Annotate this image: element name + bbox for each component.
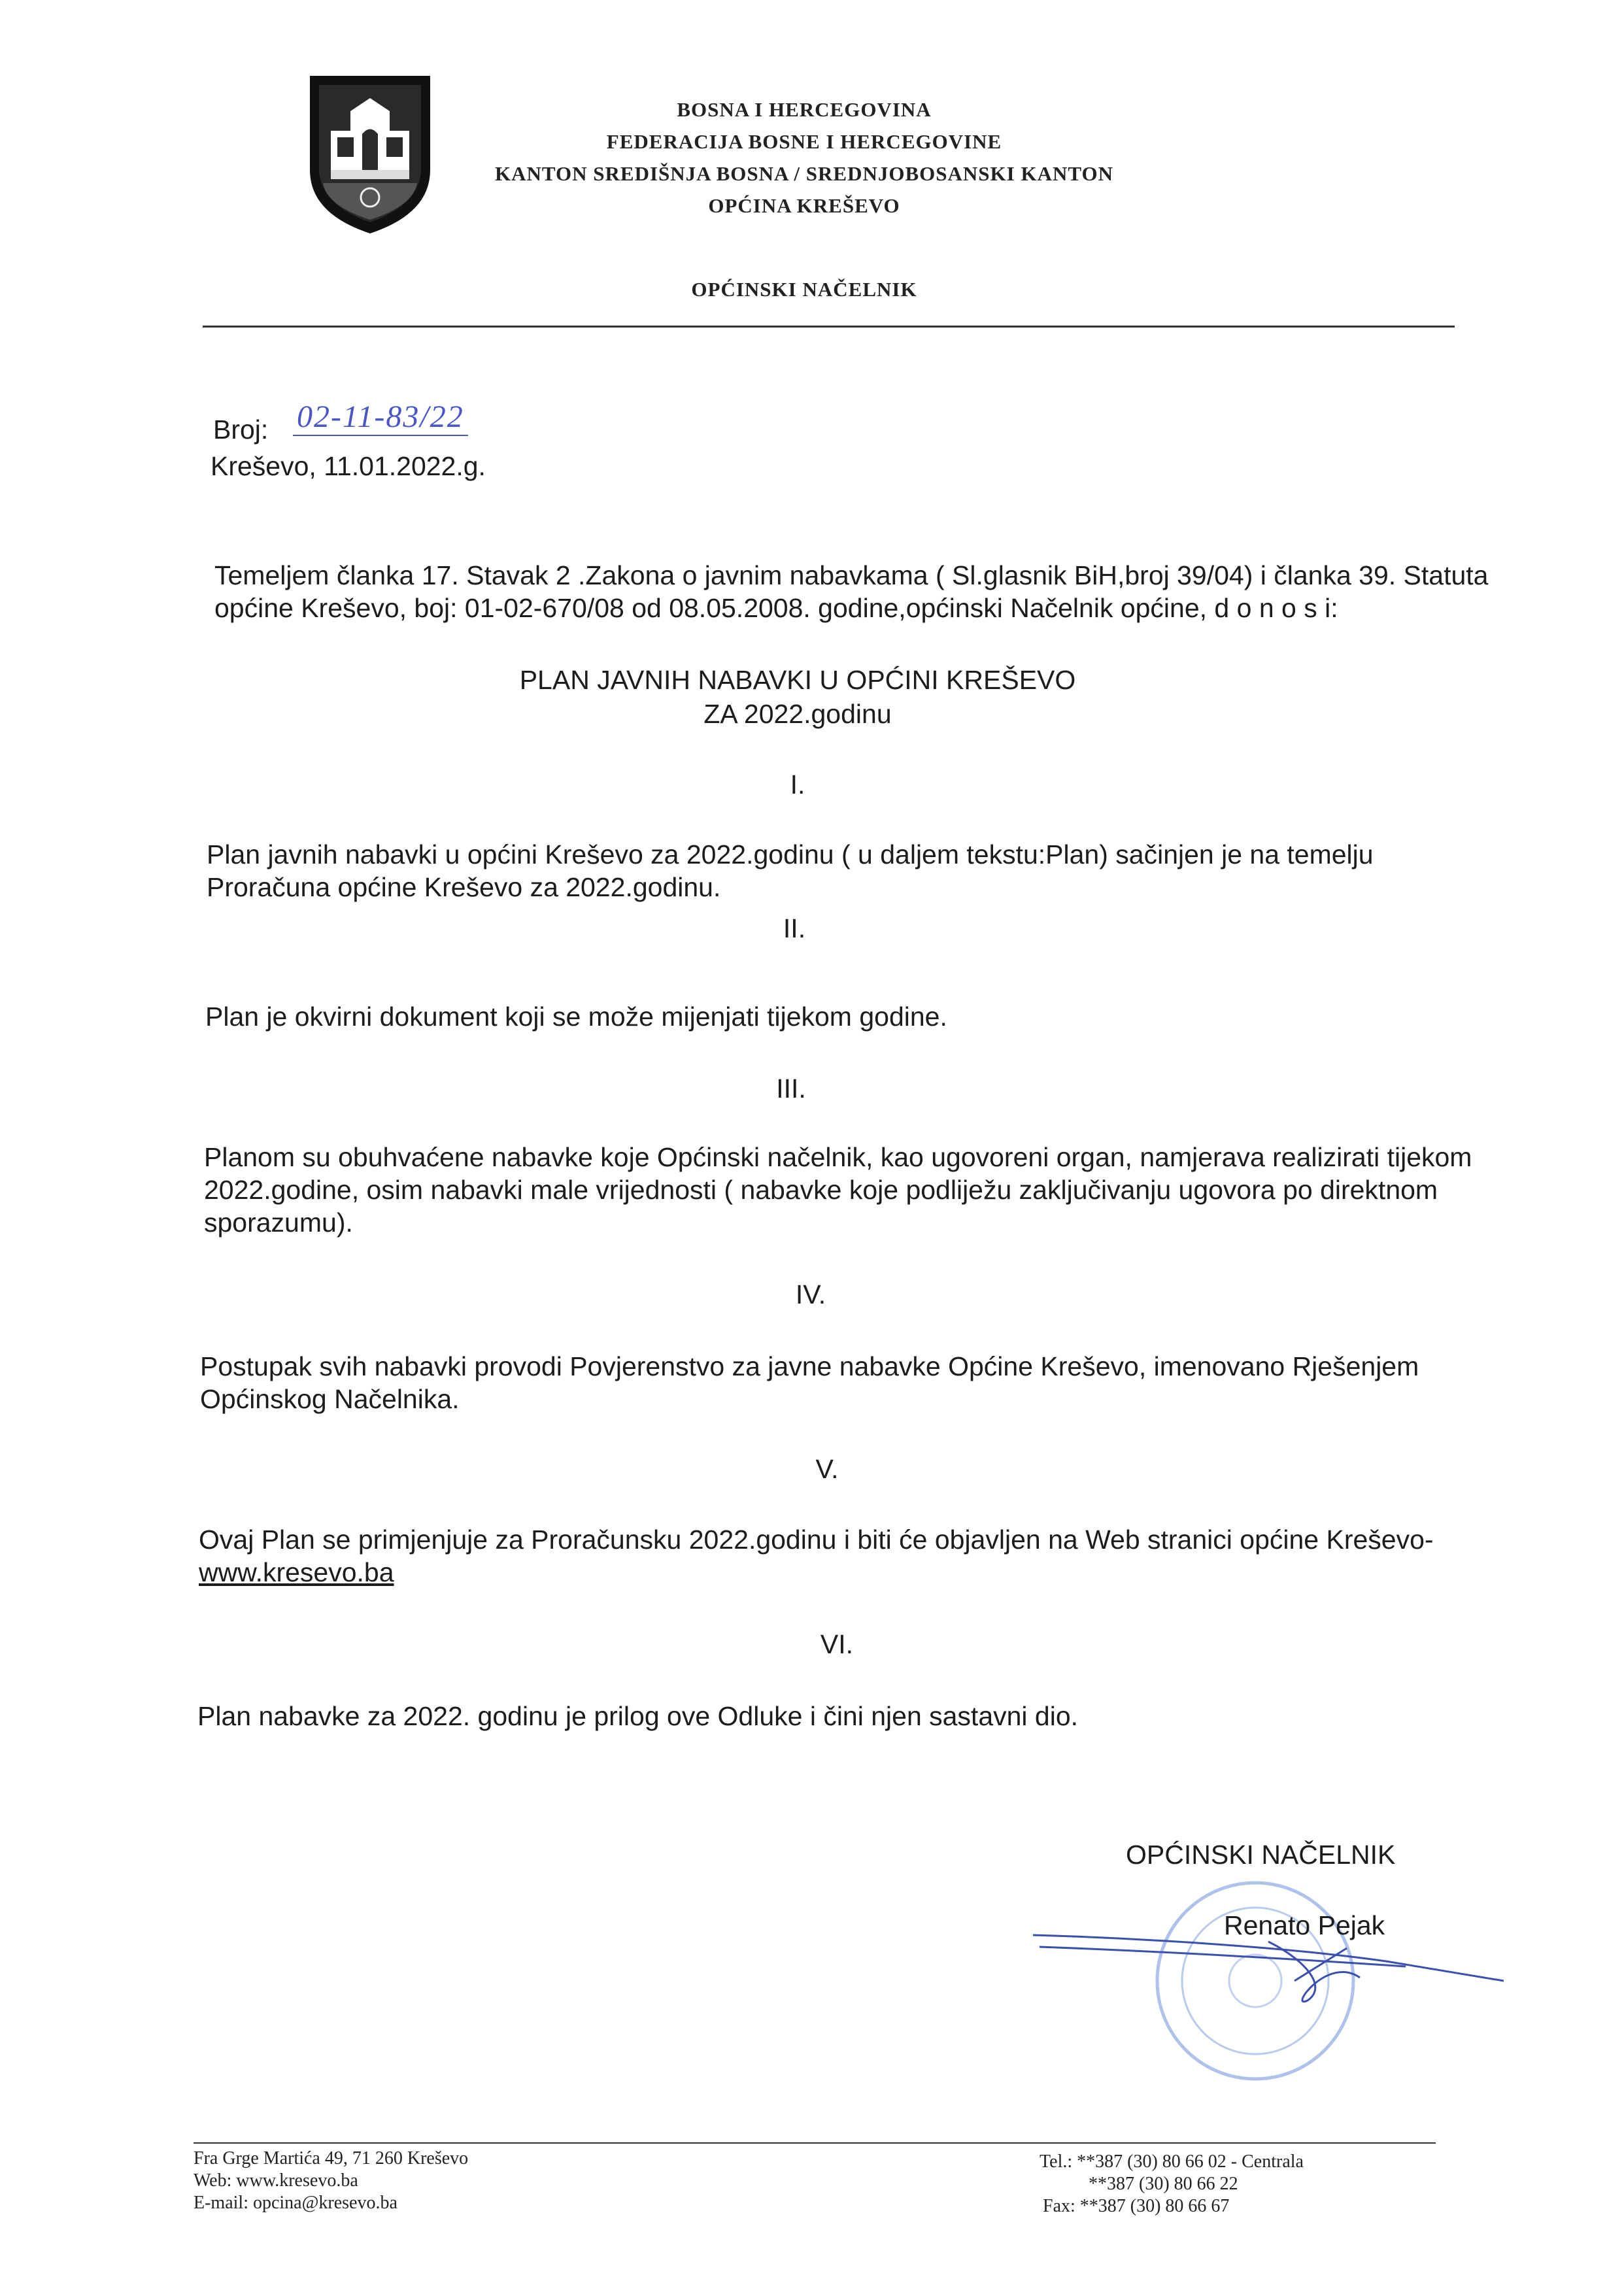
section-3-line-1: Planom su obuhvaćene nabavke koje Općinski načelnik, kao ugovoreni organ, namjerava realizirati tijekom [204,1142,1472,1172]
handwritten-signature [1020,1915,1510,2027]
header-municipality: OPĆINA KREŠEVO [708,194,900,217]
section-numeral-1: I. [790,769,805,800]
header-country: BOSNA I HERCEGOVINA [677,98,932,121]
section-5-line-1: Ovaj Plan se primjenjuje za Proračunsku 2022.godinu i biti će objavljen na Web stranici općine Kreševo- [199,1525,1434,1555]
section-numeral-6: VI. [820,1629,854,1659]
section-numeral-4: IV. [795,1279,826,1309]
section-1-line-1: Plan javnih nabavki u općini Kreševo za 2022.godinu ( u daljem tekstu:Plan) sačinjen je na temelju [207,839,1374,869]
footer-fax: Fax: **387 (30) 80 66 67 [1043,2196,1230,2216]
footer-tel: Tel.: **387 (30) 80 66 02 - Centrala [1040,2151,1304,2172]
footer-address: Fra Grge Martića 49, 71 260 Kreševo [194,2148,469,2168]
header-federation: FEDERACIJA BOSNE I HERCEGOVINE [606,130,1002,153]
section-1-line-2: Proračuna općine Kreševo za 2022.godinu. [207,872,721,902]
place-date: Kreševo, 11.01.2022.g. [211,451,486,481]
document-title: PLAN JAVNIH NABAVKI U OPĆINI KREŠEVO [519,665,1076,695]
section-numeral-3: III. [776,1073,806,1104]
footer-email: E-mail: opcina@kresevo.ba [194,2193,398,2213]
intro-line-1: Temeljem članka 17. Stavak 2 .Zakona o javnim nabavkama ( Sl.glasnik BiH,broj 39/04) i članka 39. Statuta [214,560,1489,590]
section-numeral-2: II. [783,913,806,943]
signatory-name: Renato Pejak [1224,1910,1385,1940]
intro-line-2: općine Kreševo, boj: 01-02-670/08 od 08.05.2008. godine,općinski Načelnik općine, d o n o s i: [214,593,1338,623]
section-4-line-2: Općinskog Načelnika. [200,1384,460,1414]
footer-divider [194,2142,1436,2144]
header-divider [203,326,1455,328]
section-2-line-1: Plan je okvirni dokument koji se može mijenjati tijekom godine. [205,1002,947,1032]
section-3-line-3: sporazumu). [204,1207,353,1238]
section-numeral-5: V. [815,1454,839,1484]
reference-label: Broj: [213,414,269,445]
reference-number: 02-11-83/22 [293,399,468,436]
section-3-line-2: 2022.godine, osim nabavki male vrijednosti ( nabavke koje podliježu zaključivanju ugovora po direktnom [204,1175,1438,1205]
document-title-year: ZA 2022.godinu [703,699,892,729]
header-canton: KANTON SREDIŠNJA BOSNA / SREDNJOBOSANSKI KANTON [495,162,1113,185]
footer-tel-2: **387 (30) 80 66 22 [1089,2174,1238,2194]
footer-web: Web: www.kresevo.ba [194,2170,358,2191]
signature-role: OPĆINSKI NAČELNIK [1126,1840,1396,1870]
header-office: OPĆINSKI NAČELNIK [691,278,917,301]
section-4-line-1: Postupak svih nabavki provodi Povjerenstvo za javne nabavke Općine Kreševo, imenovano Rješenjem [200,1351,1419,1381]
section-6-line-1: Plan nabavke za 2022. godinu je prilog ove Odluke i čini njen sastavni dio. [197,1701,1079,1731]
website-link[interactable]: www.kresevo.ba [199,1557,394,1587]
